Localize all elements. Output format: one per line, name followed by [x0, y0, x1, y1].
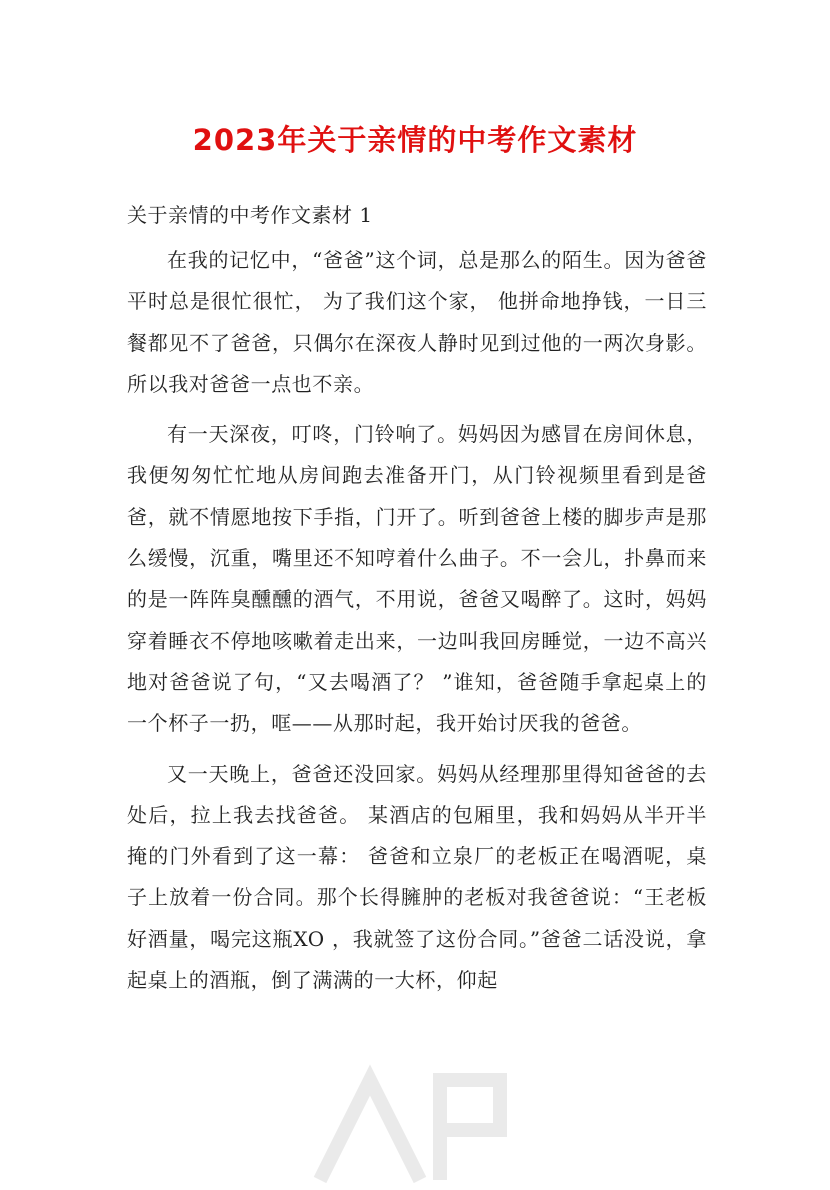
watermark-icon — [300, 1040, 560, 1190]
paragraph-3: 又一天晚上，爸爸还没回家。妈妈从经理那里得知爸爸的去处后，拉上我去找爸爸。 某酒店的包厢里，我和妈妈从半开半掩的门外看到了这一幕： 爸爸和立泉厂的老板正在喝酒呢，桌子上放着一份合同。那个长得臃肿的老板对我爸爸说：“王老板好酒量，喝完这瓶XO ，我就签了这份合同。”爸爸二话没说，拿起桌上的酒瓶，倒了满满的一大杯，仰起 — [127, 761, 707, 993]
paragraph-2: 有一天深夜，叮咚，门铃响了。妈妈因为感冒在房间休息，我便匆匆忙忙地从房间跑去准备开门，从门铃视频里看到是爸爸，就不情愿地按下手指，门开了。听到爸爸上楼的脚步声是那么缓慢，沉重，嘴里还不知哼着什么曲子。不一会儿，扑鼻而来的是一阵阵臭醺醺的酒气，不用说，爸爸又喝醉了。这时，妈妈穿着睡衣不停地咳嗽着走出来，一边叫我回房睡觉，一边不高兴地对爸爸说了句，“又去喝酒了？ ”谁知，爸爸随手拿起桌上的一个杯子一扔，哐——从那时起，我开始讨厌我的爸爸。 — [127, 422, 707, 736]
document-title: 2023年关于亲情的中考作文素材 — [192, 123, 638, 157]
document-subtitle: 关于亲情的中考作文素材 1 — [127, 203, 373, 227]
document-body — [127, 240, 707, 1010]
paragraph-1: 在我的记忆中，“爸爸”这个词，总是那么的陌生。因为爸爸平时总是很忙很忙， 为了我们这个家， 他拼命地挣钱，一日三餐都见不了爸爸，只偶尔在深夜人静时见到过他的一两次身影。所以我对爸爸一点也不亲。 — [127, 248, 707, 396]
